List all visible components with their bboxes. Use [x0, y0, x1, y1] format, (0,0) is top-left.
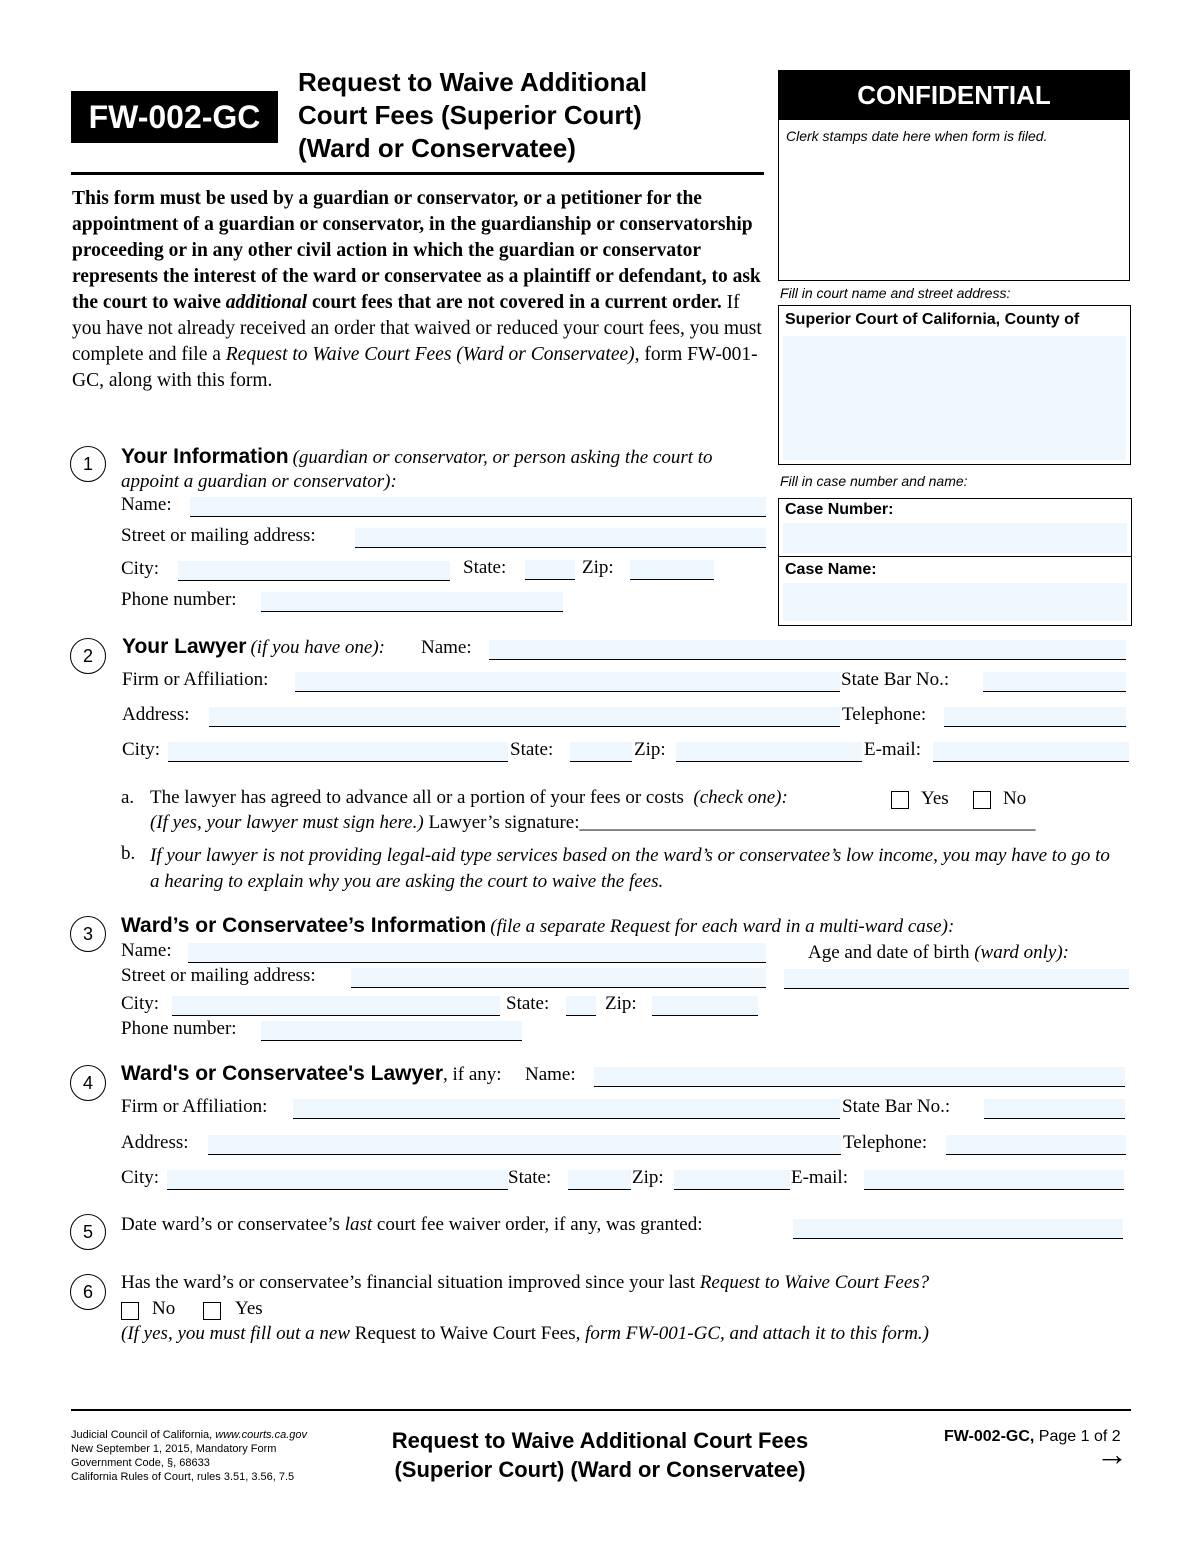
intro-italic: Request to Waive Court Fees (Ward or Conservatee),: [225, 344, 640, 365]
s2-firm-field[interactable]: [295, 672, 840, 692]
s5-question: [121, 1214, 703, 1236]
form-title: [298, 66, 647, 165]
clerk-stamp-box: [778, 70, 1130, 281]
case-hint: Fill in case number and name:: [780, 473, 968, 489]
s4-zip-field[interactable]: [674, 1170, 790, 1190]
footer-title-2: (Superior Court) (Ward or Conservatee): [394, 1457, 806, 1482]
s2-bar-field[interactable]: [983, 672, 1126, 692]
s2-email-field[interactable]: [933, 742, 1129, 762]
footer-line-3: Government Code, §, 68633: [71, 1457, 210, 1469]
intro-bold-italic: additional: [225, 292, 308, 313]
s2a-letter: a.: [121, 787, 135, 808]
section-3-heading: [121, 914, 954, 938]
case-divider: [779, 556, 1131, 557]
s3-phone-field[interactable]: [261, 1021, 522, 1041]
s4-bar-field[interactable]: [984, 1099, 1125, 1119]
court-label: Superior Court of California, County of: [785, 311, 1080, 328]
section-3-title: Ward’s or Conservatee’s Information: [121, 914, 487, 937]
court-box: [778, 305, 1131, 465]
confidential-banner: CONFIDENTIAL: [779, 71, 1129, 120]
intro-paragraph: [72, 186, 762, 394]
intro-bold-2: court fees that are not covered in a current order.: [307, 292, 722, 313]
s2-zip-field[interactable]: [676, 742, 862, 762]
s2-telephone-field[interactable]: [944, 707, 1126, 727]
s1-zip-field[interactable]: [630, 560, 714, 580]
footer-page-info: [944, 1428, 1121, 1446]
section-5-number: 5: [70, 1214, 106, 1250]
s4-city-label: City:: [121, 1167, 160, 1188]
section-1-title: Your Information: [121, 445, 289, 468]
s4-zip-label: Zip:: [632, 1167, 664, 1188]
s2b-letter: b.: [121, 843, 136, 864]
section-4-title: Ward's or Conservatee's Lawyer: [121, 1062, 444, 1085]
s6-question-italic: Request to Waive Court Fees?: [699, 1272, 930, 1293]
s6-no-label: No: [152, 1298, 176, 1319]
form-id-badge: FW-002-GC: [71, 91, 278, 143]
s3-state-field[interactable]: [566, 996, 596, 1016]
section-4-number: 4: [70, 1065, 106, 1101]
section-4-heading: [121, 1062, 502, 1086]
s1-state-label: State:: [463, 557, 507, 578]
footer-title-1: Request to Waive Additional Court Fees: [391, 1428, 809, 1453]
footer-title: [350, 1426, 850, 1484]
case-number-field[interactable]: [783, 523, 1127, 553]
s1-phone-label: Phone number:: [121, 589, 237, 610]
s1-city-field[interactable]: [178, 561, 450, 581]
next-page-arrow-icon: →: [1096, 1436, 1128, 1472]
s6-no-checkbox[interactable]: [121, 1302, 139, 1320]
s4-address-label: Address:: [121, 1132, 189, 1153]
s2-firm-label: Firm or Affiliation:: [122, 669, 269, 690]
s2-email-label: E-mail:: [864, 739, 921, 760]
s2-city-field[interactable]: [168, 742, 508, 762]
s4-city-field[interactable]: [167, 1170, 508, 1190]
court-name-field[interactable]: [783, 336, 1126, 460]
section-2-number: 2: [70, 638, 106, 674]
case-number-label: Case Number:: [785, 501, 894, 518]
s3-street-field[interactable]: [351, 968, 766, 988]
section-1-heading: [121, 445, 761, 494]
footer-line-2: New September 1, 2015, Mandatory Form: [71, 1443, 277, 1455]
s1-street-field[interactable]: [355, 528, 766, 548]
s1-name-label: Name:: [121, 494, 172, 515]
case-box: [778, 498, 1132, 626]
s3-phone-label: Phone number:: [121, 1018, 237, 1039]
s2a-sign-hint: (If yes, your lawyer must sign here.): [150, 812, 424, 833]
s4-name-field[interactable]: [594, 1067, 1125, 1087]
s5-text-italic: last: [344, 1214, 373, 1235]
s4-email-label: E-mail:: [791, 1167, 848, 1188]
case-name-field[interactable]: [783, 583, 1127, 621]
s4-telephone-field[interactable]: [946, 1135, 1126, 1155]
section-1-subtitle: (guardian or conservator, or person asking the court to appoint a guardian or conservator):: [121, 447, 713, 492]
s4-address-field[interactable]: [208, 1135, 841, 1155]
s3-zip-field[interactable]: [652, 996, 758, 1016]
case-name-label: Case Name:: [785, 561, 877, 578]
s6-yes-label: Yes: [235, 1298, 263, 1319]
clerk-note: Clerk stamps date here when form is filed.: [786, 128, 1048, 144]
court-hint: Fill in court name and street address:: [780, 285, 1011, 301]
s6-note-italic-1: (If yes, you must fill out a new: [121, 1323, 355, 1344]
s2a-yes-checkbox[interactable]: [891, 791, 909, 809]
s5-text-1: Date ward’s or conservatee’s: [121, 1214, 345, 1235]
s2-state-label: State:: [510, 739, 554, 760]
footer-rule: [71, 1409, 1131, 1411]
section-2-subtitle: (if you have one):: [250, 637, 386, 658]
s3-city-field[interactable]: [172, 996, 500, 1016]
s2a-check-hint: (check one):: [693, 787, 788, 808]
title-line-3: (Ward or Conservatee): [298, 133, 576, 163]
s5-date-field[interactable]: [793, 1219, 1123, 1239]
s4-bar-label: State Bar No.:: [842, 1096, 951, 1117]
s2a-question: The lawyer has agreed to advance all or a portion of your fees or costs: [150, 787, 684, 808]
s6-note-italic-2: , form FW-001-GC, and attach it to this form.): [575, 1323, 930, 1344]
footer-line-4: California Rules of Court, rules 3.51, 3.56, 7.5: [71, 1471, 295, 1483]
footer-council: Judicial Council of California,: [71, 1429, 216, 1441]
s1-state-field[interactable]: [525, 560, 575, 580]
s6-note-form-name: Request to Waive Court Fees: [354, 1323, 576, 1344]
s3-name-field[interactable]: [188, 943, 766, 963]
footer-website-link[interactable]: www.courts.ca.gov: [215, 1429, 307, 1441]
s2a-text: [150, 787, 788, 809]
s2-bar-label: State Bar No.:: [841, 669, 950, 690]
s2b-text: If your lawyer is not providing legal-aid type services based on the ward’s or conservatee’s low income, you may have to go to a hearing to explain why you are asking the court to waive the fees.: [150, 845, 1110, 892]
s2a-signature[interactable]: Lawyer’s signature:________________________________________________: [423, 812, 1036, 833]
s2-name-field[interactable]: [489, 640, 1126, 660]
s1-city-label: City:: [121, 558, 160, 579]
s4-firm-field[interactable]: [293, 1099, 840, 1119]
section-3-number: 3: [70, 916, 106, 952]
s3-age-text: Age and date of birth: [808, 942, 970, 963]
s2-name-label: Name:: [421, 637, 472, 658]
s5-text-2: court fee waiver order, if any, was granted:: [372, 1214, 703, 1235]
s4-email-field[interactable]: [864, 1170, 1124, 1190]
s3-age-label: [808, 942, 1069, 964]
s4-state-field[interactable]: [568, 1170, 631, 1190]
s2-address-label: Address:: [122, 704, 190, 725]
s4-state-label: State:: [508, 1167, 552, 1188]
section-2-heading: [122, 635, 385, 659]
title-rule: [71, 172, 764, 175]
s2a-no-checkbox[interactable]: [973, 791, 991, 809]
s1-zip-label: Zip:: [582, 557, 614, 578]
s2-city-label: City:: [122, 739, 161, 760]
s3-city-label: City:: [121, 993, 160, 1014]
s3-state-label: State:: [506, 993, 550, 1014]
section-6-number: 6: [70, 1274, 106, 1310]
section-1-number: 1: [70, 446, 106, 482]
s2-zip-label: Zip:: [634, 739, 666, 760]
footer-citation: [71, 1428, 307, 1484]
s3-age-field[interactable]: [784, 969, 1129, 989]
intro-normal-2: form FW-001-GC, along with this form.: [72, 344, 758, 391]
s2a-yes-label: Yes: [921, 788, 949, 809]
footer-form-id: FW-002-GC,: [944, 1428, 1035, 1445]
s2-address-field[interactable]: [209, 707, 840, 727]
footer-page-number: Page 1 of 2: [1034, 1428, 1121, 1445]
footer-line-1: [71, 1428, 307, 1442]
s3-name-label: Name:: [121, 940, 172, 961]
s3-age-hint: (ward only):: [974, 942, 1070, 963]
s1-phone-field[interactable]: [261, 592, 563, 612]
s3-zip-label: Zip:: [605, 993, 637, 1014]
s6-question: [121, 1272, 929, 1294]
section-2-title: Your Lawyer: [122, 635, 247, 658]
section-3-subtitle: (file a separate Request for each ward in a multi-ward case):: [490, 916, 955, 937]
intro-normal: If you have not already received an order that waived or reduced your court fees, you must complete and file a: [72, 292, 762, 365]
s2a-signature-line: [150, 812, 1036, 834]
s2-state-field[interactable]: [570, 742, 632, 762]
s4-telephone-label: Telephone:: [843, 1132, 928, 1153]
s3-street-label: Street or mailing address:: [121, 965, 316, 986]
s6-question-text: Has the ward’s or conservatee’s financial situation improved since your last: [121, 1272, 700, 1293]
s1-name-field[interactable]: [190, 497, 766, 517]
s4-firm-label: Firm or Affiliation:: [121, 1096, 268, 1117]
intro-bold: This form must be used by a guardian or conservator, or a petitioner for the appointment of a guardian or conservator, in the guardianship or conservatorship proceeding or in any other civil action in which the guardian or conservator represents the interest of the ward or conservatee as a plaintiff or defendant, to ask the court to waive: [72, 188, 761, 313]
s2-telephone-label: Telephone:: [842, 704, 927, 725]
title-line-1: Request to Waive Additional: [298, 67, 648, 97]
s4-name-label: Name:: [525, 1064, 576, 1085]
s6-yes-checkbox[interactable]: [203, 1302, 221, 1320]
s6-note: [121, 1323, 929, 1345]
s2a-no-label: No: [1003, 788, 1027, 809]
s1-street-label: Street or mailing address:: [121, 525, 316, 546]
section-4-subtitle: , if any:: [443, 1064, 502, 1085]
title-line-2: Court Fees (Superior Court): [298, 100, 642, 130]
